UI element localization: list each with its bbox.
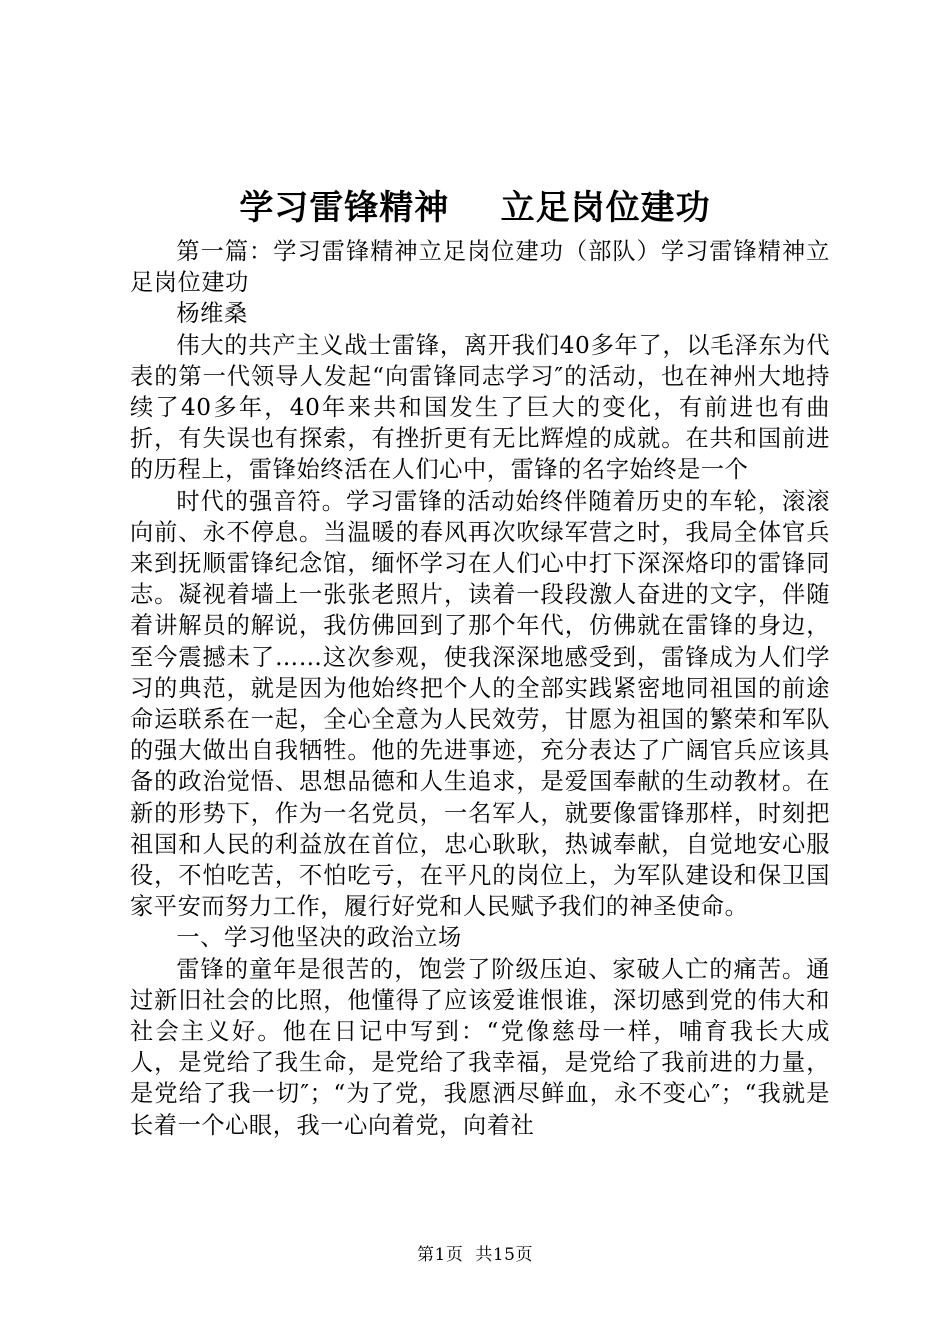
page-footer <box>0 1243 950 1267</box>
paragraph-body: 时代的强音符。学习雷锋的活动始终伴随着历史的车轮，滚滚向前、永不停息。当温暖的春风再次吹绿军营之时，我局全体官兵来到抚顺雷锋纪念馆，缅怀学习在人们心中打下深深烙印的雷锋同志。凝视着墙上一张张老照片，读着一段段激人奋进的文字，伴随着讲解员的解说，我仿佛回到了那个年代，仿佛就在雷锋的身边，至今震撼未了……这次参观，使我深深地感受到，雷锋成为人们学习的典范，就是因为他始终把个人的全部实践紧密地同祖国的前途命运联系在一起，全心全意为人民效劳，甘愿为祖国的繁荣和军队的强大做出自我牺牲。他的先进事迹，充分表达了广阔官兵应该具备的政治觉悟、思想品德和人生追求，是爱国奉献的生动教材。在新的形势下，作为一名党员，一名军人，就要像雷锋那样，时刻把祖国和人民的利益放在首位，忠心耿耿，热诚奉献，自觉地安心服役，不怕吃苦，不怕吃亏，在平凡的岗位上，为军队建设和保卫国家平安而努力工作，履行好党和人民赋予我们的神圣使命。 <box>130 487 830 921</box>
paragraph-heading-line: 第一篇：学习雷锋精神立足岗位建功（部队）学习雷锋精神立足岗位建功 <box>130 238 830 297</box>
page-total: 共15页 <box>475 1245 533 1265</box>
paragraph-author: 杨维桑 <box>176 300 248 328</box>
document-title: 学习雷锋精神 立足岗位建功 <box>239 188 711 228</box>
paragraph-intro: 伟大的共产主义战士雷锋，离开我们40多年了，以毛泽东为代表的第一代领导人发起“向雷锋同志学习″的活动，也在神州大地持续了40多年，40年来共和国发生了巨大的变化，有前进也有曲折，有失误也有探索，有挫折更有无比辉煌的成就。在共和国前进的历程上，雷锋始终活在人们心中，雷锋的名字始终是一个 <box>130 331 830 484</box>
paragraph-section-heading: 一、学习他坚决的政治立场 <box>176 924 462 952</box>
paragraph-section-body: 雷锋的童年是很苦的，饱尝了阶级压迫、家破人亡的痛苦。通过新旧社会的比照，他懂得了应该爱谁恨谁，深切感到党的伟大和社会主义好。他在日记中写到：“党像慈母一样，哺育我长大成人，是党给了我生命，是党给了我幸福，是党给了我前进的力量，是党给了我一切″；“为了党，我愿洒尽鲜血，永不变心″；“我就是长着一个心眼，我一心向着党，向着社 <box>130 955 830 1139</box>
document-body <box>130 236 830 1141</box>
page-number: 第1页 <box>417 1245 464 1265</box>
